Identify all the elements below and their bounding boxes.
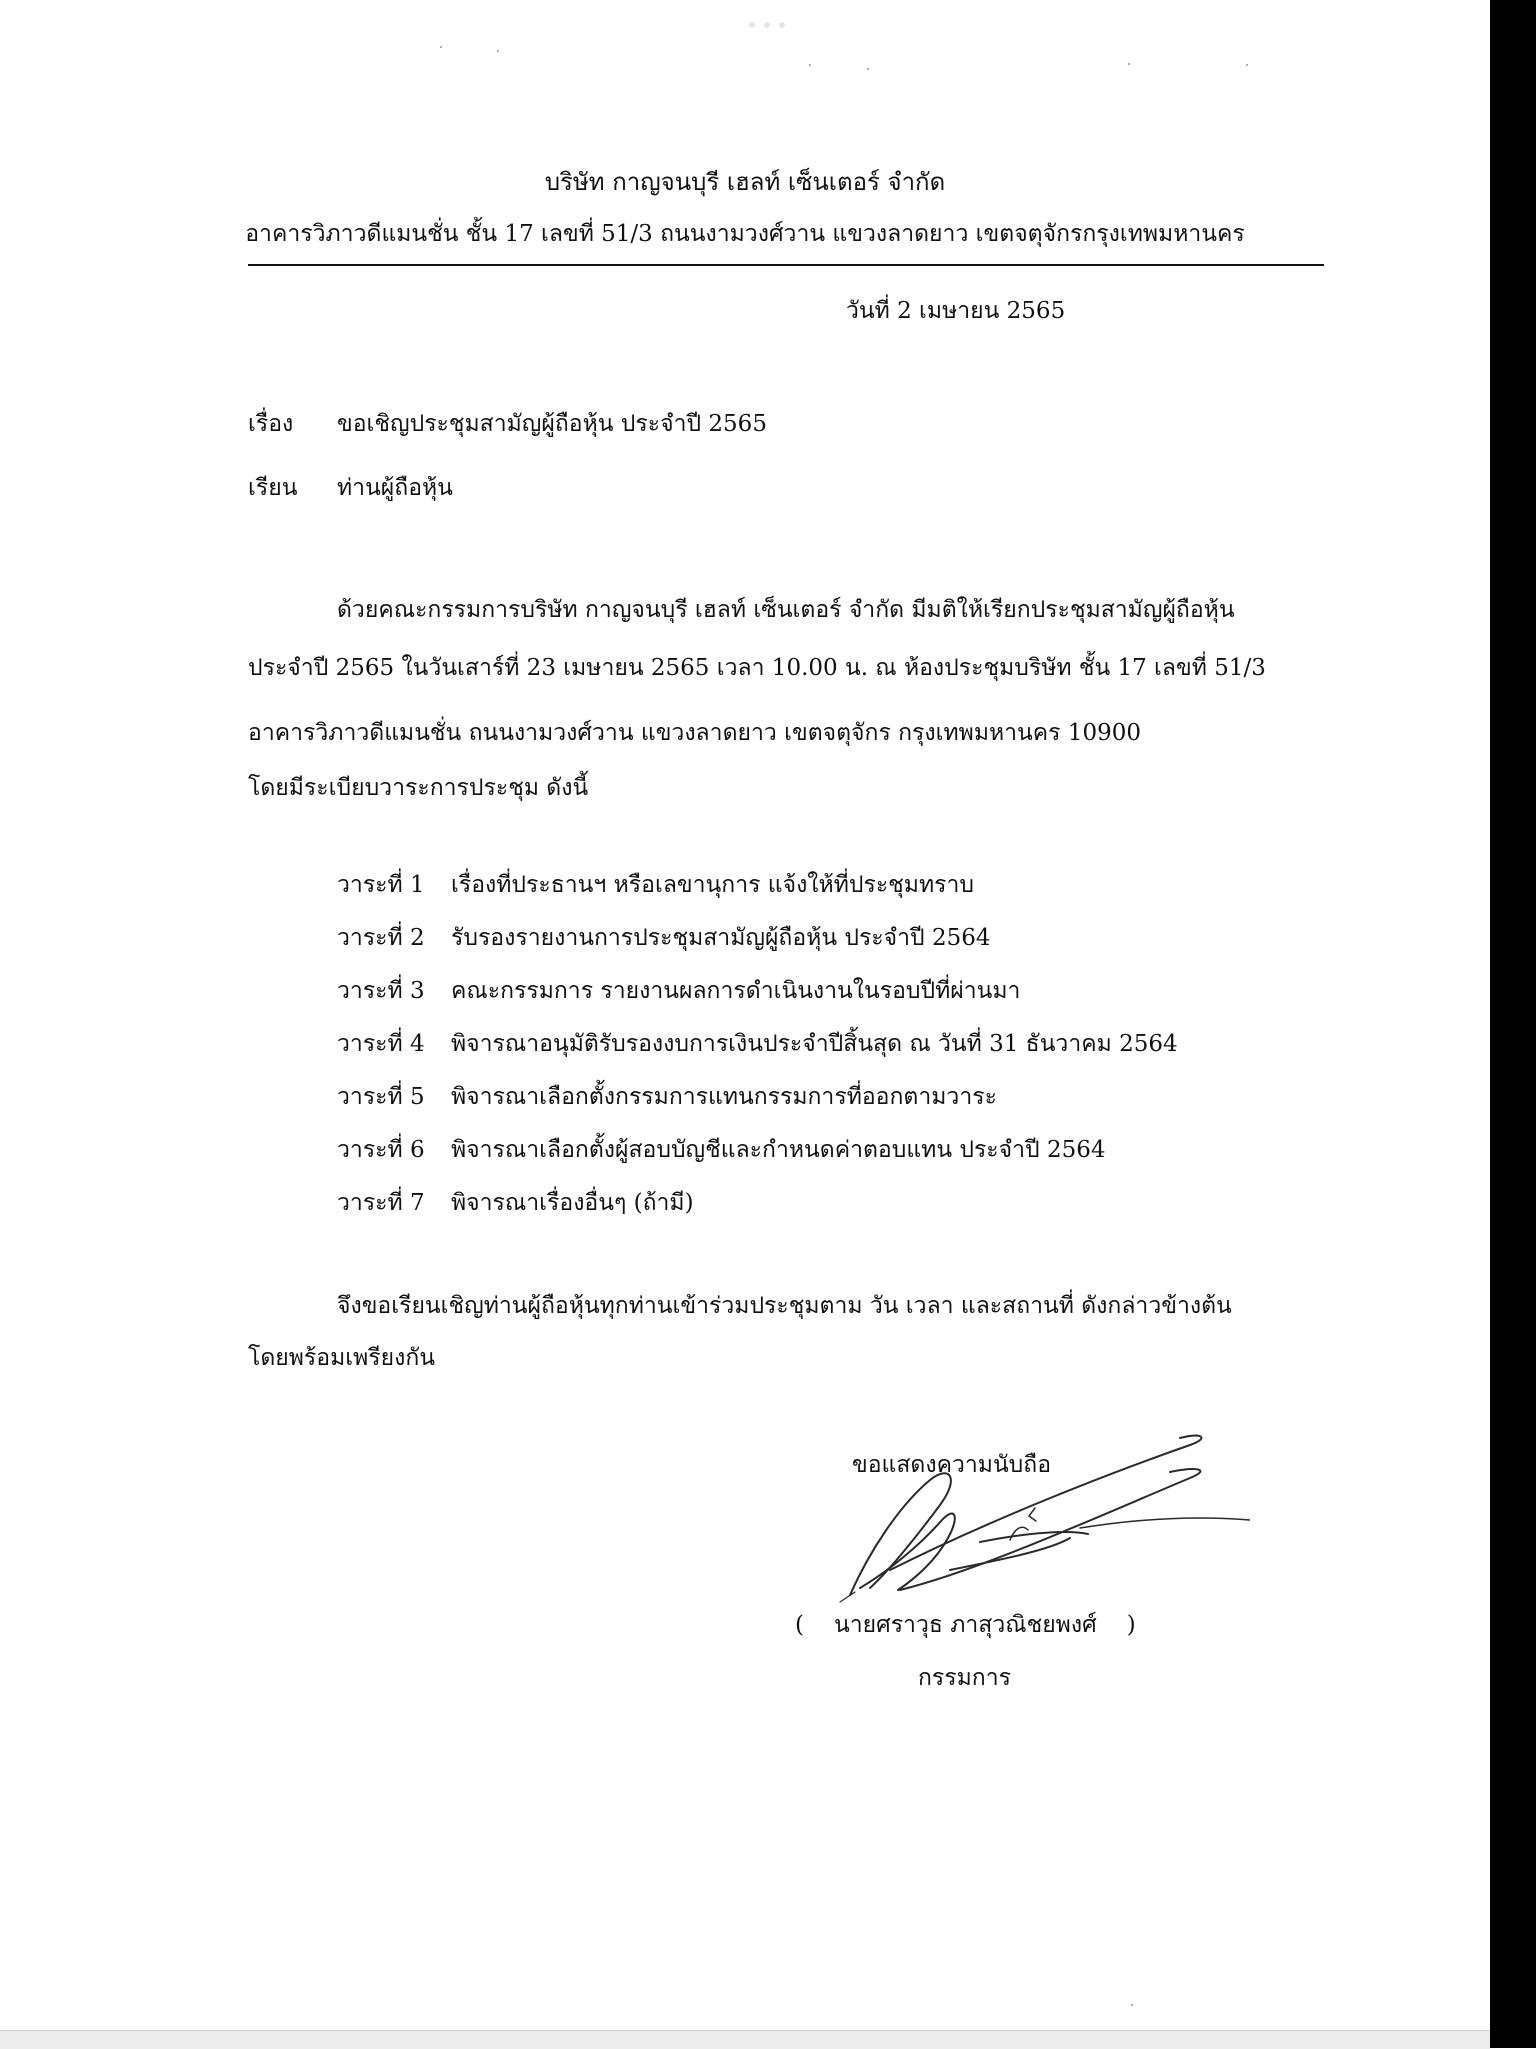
agenda-item-text: รับรองรายงานการประชุมสามัญผู้ถือหุ้น ประจำปี 2564 [451, 925, 991, 951]
agenda-item-text: พิจารณาเลือกตั้งผู้สอบบัญชีและกำหนดค่าตอบแทน ประจำปี 2564 [451, 1137, 1106, 1163]
scan-edge-right [1490, 0, 1536, 2048]
closing-line: จึงขอเรียนเชิญท่านผู้ถือหุ้นทุกท่านเข้าร่วมประชุมตาม วัน เวลา และสถานที่ ดังกล่าวข้างต้น [337, 1293, 1232, 1319]
letter-date: วันที่ 2 เมษายน 2565 [846, 298, 1066, 324]
agenda-item-number: วาระที่ 4 [337, 1031, 425, 1057]
agenda-item [337, 923, 1178, 976]
body-paragraph-line: โดยมีระเบียบวาระการประชุม ดังนี้ [248, 775, 589, 801]
signer-title: กรรมการ [918, 1665, 1011, 1691]
agenda-list [337, 870, 1178, 1241]
agenda-item-number: วาระที่ 2 [337, 925, 425, 951]
subject-label: เรื่อง [248, 411, 294, 437]
closing-line: โดยพร้อมเพรียงกัน [248, 1345, 435, 1371]
company-address: อาคารวิภาวดีแมนชั่น ชั้น 17 เลขที่ 51/3 ถนนงามวงศ์วาน แขวงลาดยาว เขตจตุจักรกรุงเทพมหานคร [245, 221, 1245, 247]
body-paragraph-line: ด้วยคณะกรรมการบริษัท กาญจนบุรี เฮลท์ เซ็นเตอร์ จำกัด มีมติให้เรียกประชุมสามัญผู้ถือหุ้น [337, 597, 1235, 623]
signer-name-line [795, 1610, 1136, 1640]
agenda-item [337, 976, 1178, 1029]
open-paren: ( [795, 1612, 804, 1638]
agenda-item [337, 1188, 1178, 1241]
agenda-item-number: วาระที่ 7 [337, 1190, 425, 1216]
agenda-item-number: วาระที่ 1 [337, 872, 425, 898]
regards-text: ขอแสดงความนับถือ [852, 1452, 1052, 1478]
agenda-item-text: พิจารณาอนุมัติรับรองงบการเงินประจำปีสิ้นสุด ณ วันที่ 31 ธันวาคม 2564 [451, 1031, 1178, 1057]
agenda-item-number: วาระที่ 3 [337, 978, 425, 1004]
agenda-item [337, 1082, 1178, 1135]
handwritten-signature [830, 1420, 1250, 1610]
recipient-text: ท่านผู้ถือหุ้น [337, 475, 453, 501]
agenda-item [337, 1029, 1178, 1082]
agenda-item-text: เรื่องที่ประธานฯ หรือเลขานุการ แจ้งให้ที่ประชุมทราบ [451, 872, 974, 898]
agenda-item [337, 870, 1178, 923]
scan-edge-bottom [0, 2030, 1490, 2049]
company-name: บริษัท กาญจนบุรี เฮลท์ เซ็นเตอร์ จำกัด [544, 168, 946, 196]
agenda-item-text: คณะกรรมการ รายงานผลการดำเนินงานในรอบปีที่ผ่านมา [451, 978, 1021, 1004]
agenda-item-text: พิจารณาเรื่องอื่นๆ (ถ้ามี) [451, 1190, 694, 1216]
agenda-item [337, 1135, 1178, 1188]
recipient-label: เรียน [248, 475, 298, 501]
header-divider [248, 264, 1324, 266]
body-paragraph-line: ประจำปี 2565 ในวันเสาร์ที่ 23 เมษายน 2565 เวลา 10.00 น. ณ ห้องประชุมบริษัท ชั้น 17 เลขที่ 51/3 [248, 655, 1266, 681]
agenda-item-text: พิจารณาเลือกตั้งกรรมการแทนกรรมการที่ออกตามวาระ [451, 1084, 997, 1110]
agenda-item-number: วาระที่ 6 [337, 1137, 425, 1163]
body-paragraph-line: อาคารวิภาวดีแมนชั่น ถนนงามวงศ์วาน แขวงลาดยาว เขตจตุจักร กรุงเทพมหานคร 10900 [248, 720, 1141, 746]
close-paren: ) [1126, 1612, 1136, 1638]
agenda-item-number: วาระที่ 5 [337, 1084, 425, 1110]
subject-text: ขอเชิญประชุมสามัญผู้ถือหุ้น ประจำปี 2565 [337, 411, 767, 437]
signer-name: นายศราวุธ ภาสุวณิชยพงศ์ [833, 1612, 1097, 1638]
